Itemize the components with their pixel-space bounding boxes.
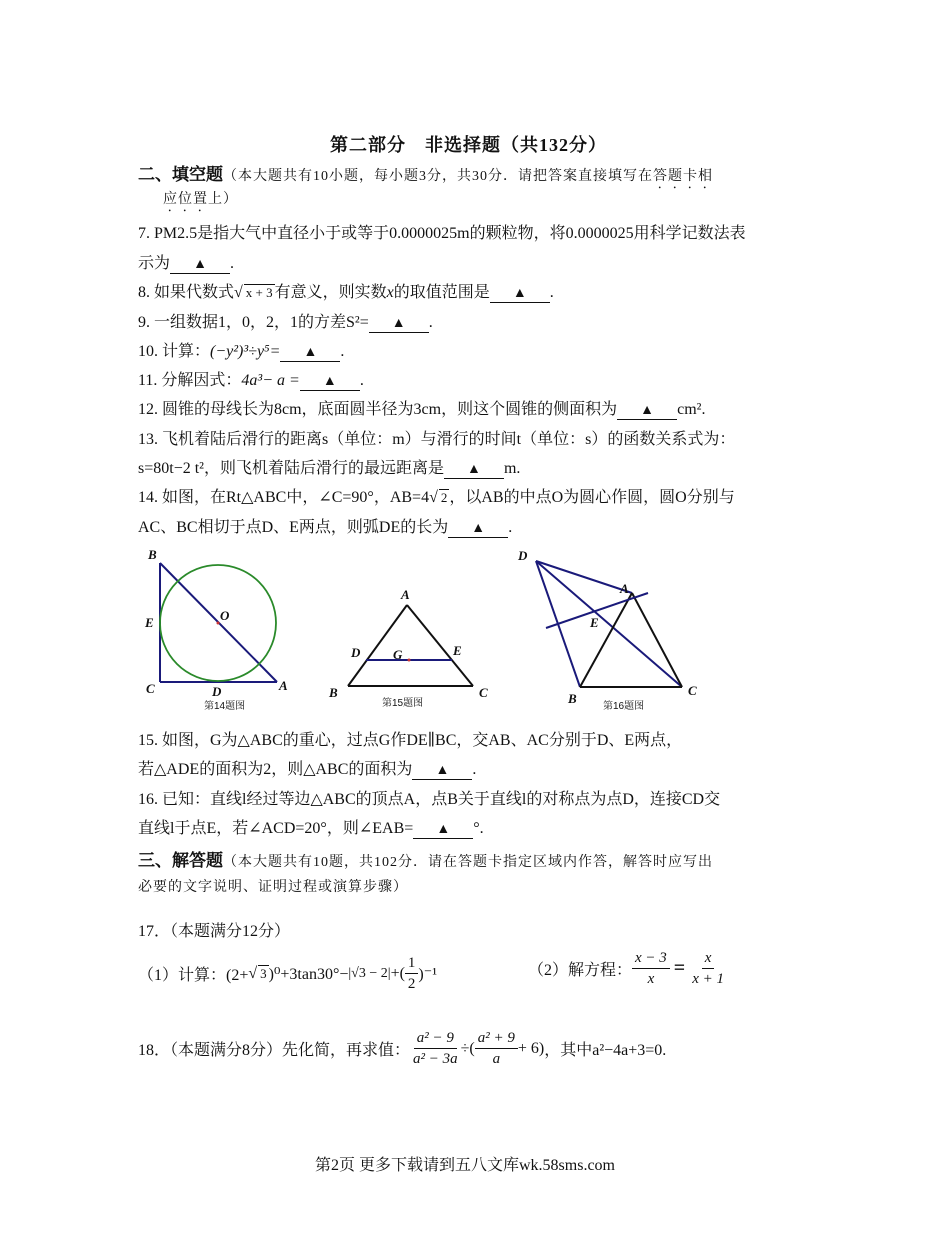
q7-line1: 7. PM2.5是指大气中直径小于或等于0.0000025m的颗粒物，将0.0000025用科学记数法表	[138, 225, 746, 242]
q17-p1-sqrt: 3	[260, 966, 267, 981]
section3-note: （本大题共有10题，共102分．请在答题卡指定区域内作答，解答时应写出	[223, 855, 713, 870]
q12-answer-blank[interactable]: ▲	[617, 403, 677, 420]
fig14-label-o: O	[220, 608, 230, 623]
q17-p1-fraction	[405, 953, 419, 994]
q17-p2-left-fraction	[632, 948, 670, 989]
q17-p2-right-den: x + 1	[692, 971, 724, 987]
fig15-caption: 第15题图	[382, 698, 424, 709]
q17-part1: （1）计算：(2+ √ 3 )⁰+3tan30°− |√3 − 2| +( $\frac{1}{2}$ )⁻¹	[138, 955, 437, 992]
q18-f1-den: a² − 3a	[413, 1051, 458, 1067]
q13-unit: m.	[503, 460, 521, 477]
q17-p2-right-fraction	[689, 948, 727, 989]
q10-answer-blank[interactable]: ▲	[280, 345, 340, 362]
q17-p1-den: 2	[407, 976, 416, 992]
fig16-caption: 第16题图	[603, 701, 645, 712]
q13-text: s=80t−2 t²，则飞机着陆后滑行的最远距离是	[138, 460, 444, 477]
fig16-label-b: B	[568, 691, 577, 706]
section2-note-dotted: 答题卡相	[653, 169, 713, 184]
q15-answer-blank[interactable]: ▲	[412, 763, 472, 780]
q16-unit: °.	[473, 820, 484, 837]
q12-unit: cm².	[677, 401, 706, 418]
q8-var: x	[386, 284, 394, 301]
section3-note-line2: 必要的文字说明、证明过程或演算步骤）	[138, 880, 408, 895]
fig16-label-d: D	[518, 548, 528, 563]
q15-text: 若△ADE的面积为2，则△ABC的面积为	[138, 761, 413, 778]
q9-answer-blank[interactable]: ▲	[369, 316, 429, 333]
section3-label: 三、解答题	[138, 851, 223, 870]
fig16-side-ac	[632, 593, 682, 687]
fig15-label-c: C	[479, 685, 488, 700]
q18-f2-den: a	[492, 1051, 501, 1067]
q8-answer-blank[interactable]: ▲	[490, 286, 550, 303]
q11-expr: 4a³− a =	[241, 372, 300, 389]
q17-p1-exp: )⁻¹	[418, 965, 437, 983]
q15-line2: 若△ADE的面积为2，则△ABC的面积为 ▲ .	[138, 761, 477, 778]
fig14-label-d: D	[212, 684, 222, 699]
q14-text-a: 14. 如图，在Rt△ABC中，∠C=90°，AB=4	[138, 489, 430, 506]
part-heading: 第二部分 非选择题（共132分）	[330, 135, 607, 155]
q18-fraction1	[410, 1028, 461, 1069]
fig14-label-a: A	[279, 678, 288, 693]
q17-p1-plus: +(	[390, 964, 405, 982]
section2-note: （本大题共有10小题，每小题3分，共30分．请把答案直接填写在	[223, 169, 653, 184]
q8-pre: 8. 如果代数式	[138, 284, 235, 301]
q8: 8. 如果代数式√ x + 3 有意义，则实数x的取值范围是 ▲ .	[138, 284, 554, 301]
q8-sqrt: x + 3	[245, 285, 273, 300]
section2-note-end: 上）	[208, 192, 238, 207]
q14-text-b: ，以AB的中点O为圆心作圆，圆O分别与	[449, 489, 735, 506]
q17-p2-right-num: x	[702, 948, 715, 969]
q16-text: 直线l于点E，若∠ACD=20°，则∠EAB=	[138, 820, 414, 837]
q11-answer-blank[interactable]: ▲	[300, 374, 360, 391]
q17-p1-mid: )⁰+3tan30°−	[268, 965, 349, 983]
q11: 11. 分解因式：4a³− a = ▲ .	[138, 372, 364, 389]
q13-line2	[138, 455, 520, 479]
fig14-label-b: B	[148, 547, 157, 562]
fig16-label-e: E	[590, 615, 599, 630]
section2-note-line2	[163, 188, 238, 215]
q17-p2-eq: =	[673, 957, 686, 979]
q18-f1-num: a² − 9	[414, 1028, 457, 1049]
q14-line1: 14. 如图，在Rt△ABC中，∠C=90°，AB=4√ 2 ，以AB的中点O为圆心作圆，圆O分别与	[138, 489, 735, 506]
q17-p2-left-den: x	[647, 971, 655, 987]
q18-head: 18．（本题满分8分）先化简，再求值：	[138, 1042, 411, 1059]
q13-answer-blank[interactable]: ▲	[444, 462, 504, 479]
q14-line2: AC、BC相切于点D、E两点，则弧DE的长为 ▲ .	[138, 519, 513, 536]
q17-p2-pre: （2）解方程：	[528, 962, 633, 979]
q14-answer-blank[interactable]: ▲	[448, 521, 508, 538]
q7-line2: 示为 ▲ .	[138, 255, 235, 272]
q13-line1: 13. 飞机着陆后滑行的距离s（单位：m）与滑行的时间t（单位：s）的函数关系式为：	[138, 431, 736, 448]
fig15-label-a: A	[401, 587, 410, 602]
q12-text: 12. 圆锥的母线长为8cm，底面圆半径为3cm，则这个圆锥的侧面积为	[138, 401, 618, 418]
q17-part2	[528, 948, 727, 989]
fig15-side-ac	[407, 605, 473, 686]
q9-pre: 9. 一组数据1，0，2，1的方差	[138, 314, 347, 331]
fig16-label-c: C	[688, 683, 697, 698]
q12	[138, 396, 705, 420]
q10-expr: (−y²)³÷y⁵=	[210, 343, 281, 360]
page-footer: 第2页 更多下载请到五八文库wk.58sms.com	[315, 1157, 616, 1174]
q8-post: 的取值范围是	[393, 284, 490, 301]
q18-tail: ，其中a²−4a+3=0.	[544, 1042, 667, 1059]
section2-note-dotted2: 应位置	[163, 192, 208, 207]
figure-16	[510, 545, 710, 715]
fig14-caption: 第14题图	[204, 701, 246, 712]
section3-header	[138, 846, 713, 871]
q15-line1: 15. 如图，G为△ABC的重心，过点G作DE∥BC，交AB、AC分别于D、E两点，	[138, 732, 683, 749]
q17-p2-left-num: x − 3	[632, 948, 670, 969]
fig14-label-e: E	[145, 615, 154, 630]
q10-pre: 10. 计算：	[138, 343, 211, 360]
q14-sqrt: 2	[440, 490, 448, 505]
q7-answer-blank[interactable]: ▲	[170, 257, 230, 274]
fig15-label-b: B	[329, 685, 338, 700]
fig16-label-a: A	[620, 581, 629, 596]
q18-div: ÷(	[460, 1039, 475, 1057]
q9-s2: S²=	[346, 314, 369, 331]
q18-f2-num: a² + 9	[475, 1028, 518, 1049]
q18-fraction2	[475, 1028, 518, 1069]
fig15-label-e: E	[453, 643, 462, 658]
q7-text: 示为	[138, 255, 171, 272]
fig14-label-c: C	[146, 681, 155, 696]
q18	[138, 1028, 666, 1069]
q16-line2	[138, 815, 484, 839]
q17-head: 17．（本题满分12分）	[138, 923, 291, 940]
fig15-centroid	[408, 659, 411, 662]
section2-label: 二、填空题	[138, 165, 223, 184]
q17-p1-abs: |√3 − 2|	[348, 965, 391, 981]
q17-p1-pre: （1）计算：(2+	[138, 967, 249, 984]
q16-answer-blank[interactable]: ▲	[413, 822, 473, 839]
q18-plus6: + 6)	[517, 1039, 545, 1057]
figure-14	[140, 545, 300, 715]
fig15-label-d: D	[351, 645, 361, 660]
fig15-label-g: G	[393, 647, 403, 662]
q8-mid: 有意义，则实数	[274, 284, 387, 301]
q9: 9. 一组数据1，0，2，1的方差S²= ▲ .	[138, 314, 433, 331]
q14-text-c: AC、BC相切于点D、E两点，则弧DE的长为	[138, 519, 449, 536]
q16-line1: 16. 已知：直线l经过等边△ABC的顶点A，点B关于直线l的对称点为点D，连接CD交	[138, 791, 721, 808]
figure-15	[325, 583, 500, 713]
q10: 10. 计算：(−y²)³÷y⁵= ▲ .	[138, 343, 345, 360]
q17-p1-num: 1	[405, 953, 419, 974]
q11-pre: 11. 分解因式：	[138, 372, 242, 389]
fig16-segment-da	[536, 561, 632, 593]
